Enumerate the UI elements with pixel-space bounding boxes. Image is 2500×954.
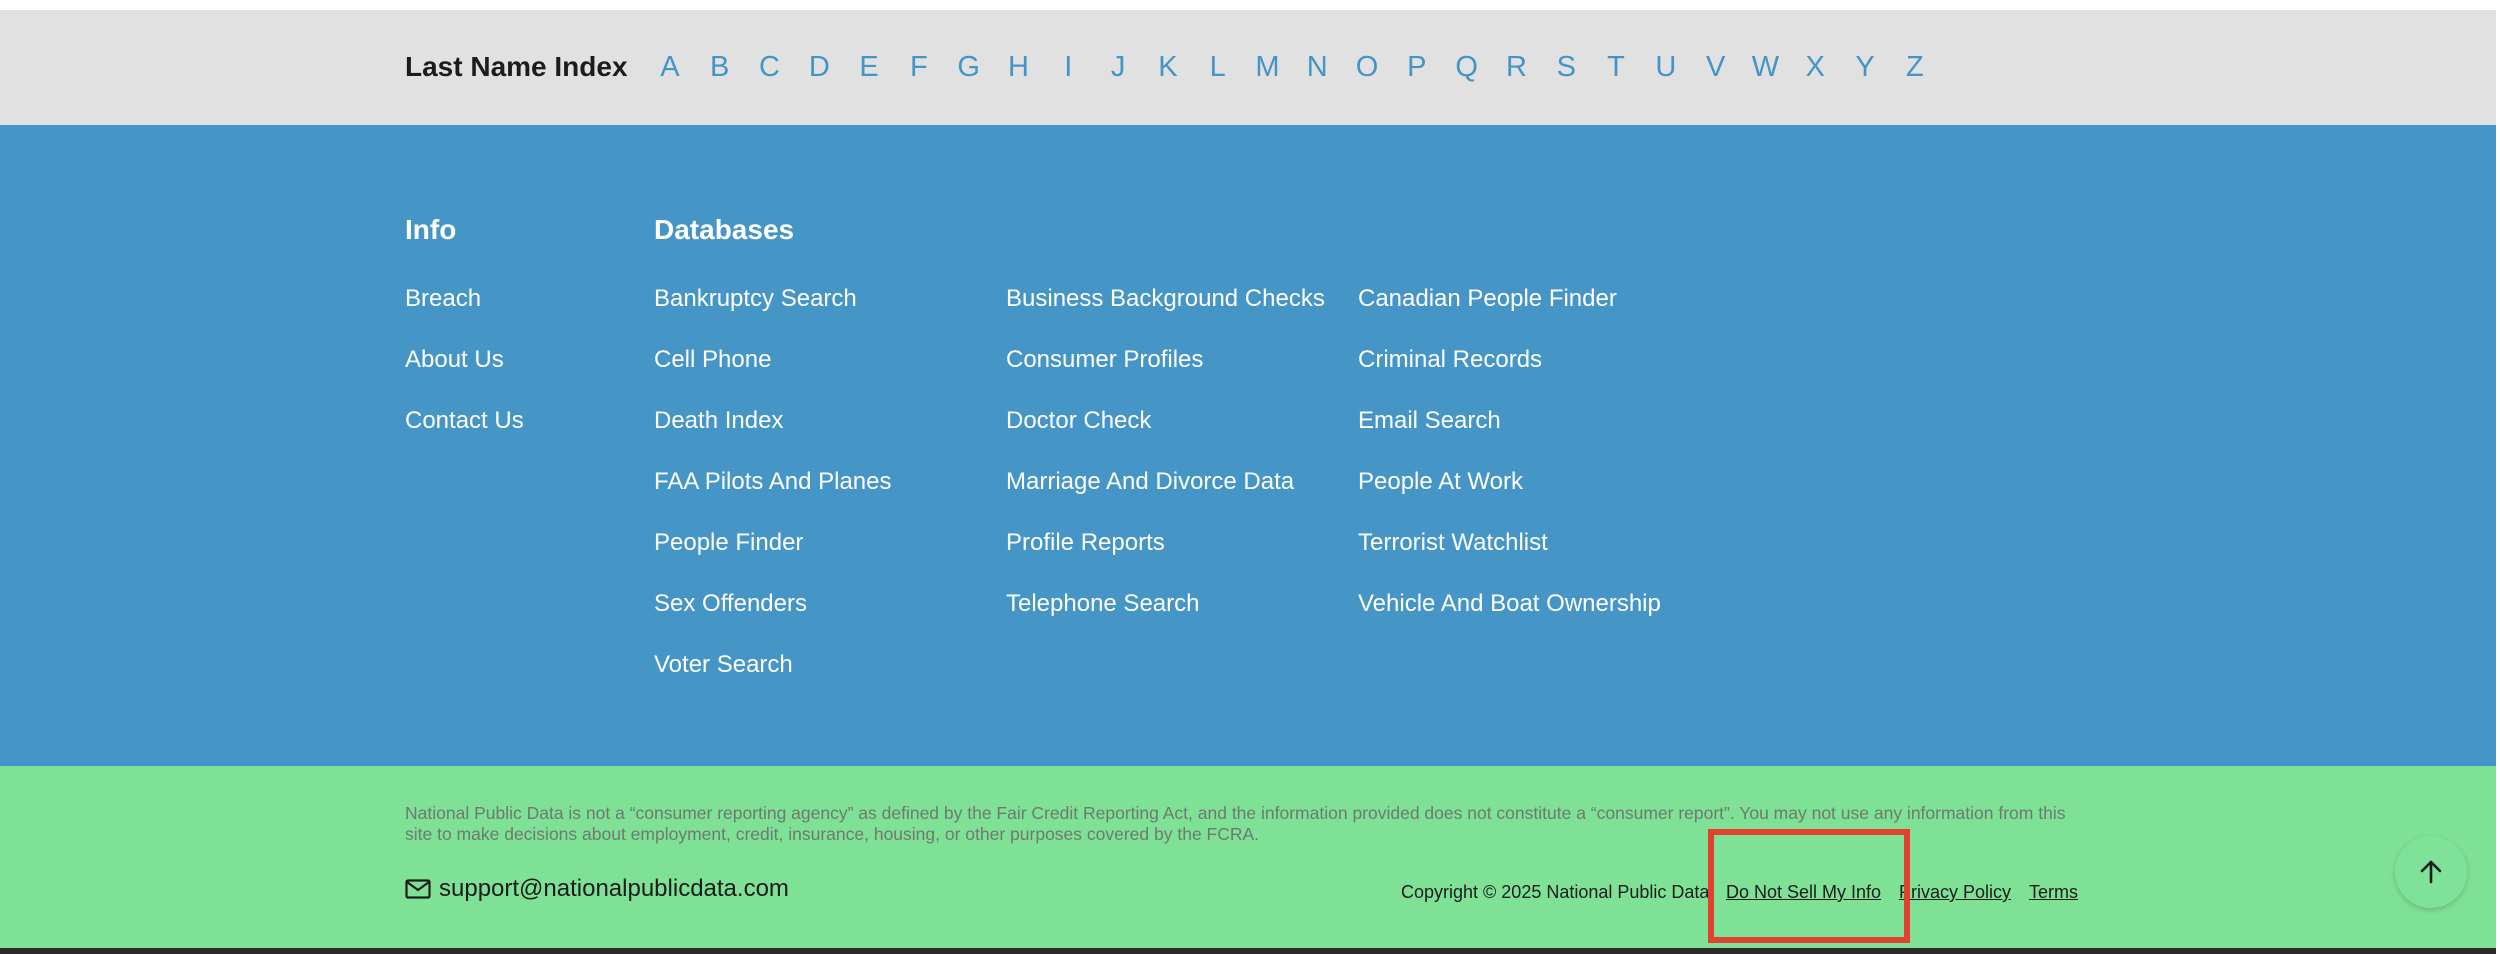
databases-column-1 (654, 284, 891, 711)
database-link-people-finder[interactable]: People Finder (654, 529, 804, 556)
databases-heading: Databases (654, 214, 795, 245)
database-link-business-background-checks[interactable]: Business Background Checks (1006, 285, 1325, 312)
databases-column-3 (1358, 284, 1661, 650)
info-links (405, 284, 524, 467)
databases-column-2 (1006, 284, 1325, 650)
last-name-index-title: Last Name Index (405, 51, 628, 82)
letter-link-l[interactable]: L (1209, 51, 1226, 83)
letter-link-u[interactable]: U (1655, 51, 1677, 83)
letter-link-v[interactable]: V (1705, 51, 1726, 83)
highlight-box (1708, 829, 1910, 943)
letter-link-c[interactable]: C (759, 51, 780, 83)
fcra-disclaimer: National Public Data is not a “consumer reporting agency” as defined by the Fair Credit Reporting Act, and the information provided does not constitute a “consumer report”. You may not use any information from this site to make decisions about employment, credit, insurance, housing, or other purposes covered by the FCRA. (405, 803, 2066, 844)
letter-link-r[interactable]: R (1505, 51, 1527, 83)
database-link-people-at-work[interactable]: People At Work (1358, 468, 1523, 495)
footer-main (0, 125, 2496, 766)
letter-link-i[interactable]: I (1064, 51, 1073, 83)
letter-index (645, 50, 1940, 84)
letter-link-h[interactable]: H (1008, 51, 1029, 83)
letter-link-e[interactable]: E (859, 51, 879, 83)
letter-link-o[interactable]: O (1355, 51, 1379, 83)
database-link-marriage-divorce[interactable]: Marriage And Divorce Data (1006, 468, 1295, 495)
letter-link-g[interactable]: G (957, 51, 980, 83)
letter-link-q[interactable]: Q (1455, 51, 1478, 83)
database-link-cell-phone[interactable]: Cell Phone (654, 346, 772, 373)
copyright-text: Copyright © 2025 National Public Data (1401, 882, 1710, 902)
database-link-profile-reports[interactable]: Profile Reports (1006, 529, 1165, 556)
database-link-vehicle-boat-ownership[interactable]: Vehicle And Boat Ownership (1358, 590, 1661, 617)
database-link-bankruptcy-search[interactable]: Bankruptcy Search (654, 285, 857, 312)
letter-link-a[interactable]: A (660, 51, 680, 83)
right-edge (2496, 0, 2500, 954)
support-email-text[interactable]: support@nationalpublicdata.com (439, 875, 789, 902)
database-link-doctor-check[interactable]: Doctor Check (1006, 407, 1152, 434)
footer-bottom (0, 766, 2496, 954)
letter-link-j[interactable]: J (1110, 51, 1126, 83)
database-link-terrorist-watchlist[interactable]: Terrorist Watchlist (1358, 529, 1548, 556)
arrow-up-icon (2417, 858, 2445, 886)
info-heading: Info (405, 214, 457, 245)
privacy-policy-link[interactable]: Privacy Policy (1899, 882, 2012, 902)
letter-link-t[interactable]: T (1607, 51, 1625, 83)
database-link-sex-offenders[interactable]: Sex Offenders (654, 590, 807, 617)
support-email[interactable] (405, 875, 789, 903)
terms-link[interactable]: Terms (2029, 882, 2078, 902)
database-link-telephone-search[interactable]: Telephone Search (1006, 590, 1200, 617)
info-link-breach[interactable]: Breach (405, 285, 482, 312)
database-link-death-index[interactable]: Death Index (654, 407, 784, 434)
database-link-voter-search[interactable]: Voter Search (654, 651, 793, 678)
database-link-faa-pilots[interactable]: FAA Pilots And Planes (654, 468, 892, 495)
letter-link-d[interactable]: D (808, 51, 830, 83)
database-link-criminal-records[interactable]: Criminal Records (1358, 346, 1543, 373)
database-link-consumer-profiles[interactable]: Consumer Profiles (1006, 346, 1204, 373)
database-link-canadian-people-finder[interactable]: Canadian People Finder (1358, 285, 1617, 312)
letter-link-p[interactable]: P (1407, 51, 1427, 83)
letter-link-s[interactable]: S (1556, 51, 1576, 83)
letter-link-w[interactable]: W (1751, 51, 1780, 83)
database-link-email-search[interactable]: Email Search (1358, 407, 1501, 434)
do-not-sell-link[interactable]: Do Not Sell My Info (1726, 882, 1882, 902)
letter-link-y[interactable]: Y (1855, 51, 1875, 83)
info-link-contact-us[interactable]: Contact Us (405, 407, 524, 434)
letter-link-z[interactable]: Z (1905, 51, 1924, 83)
scroll-to-top-button[interactable] (2395, 836, 2467, 908)
letter-link-x[interactable]: X (1805, 51, 1825, 83)
letter-link-m[interactable]: M (1255, 51, 1280, 83)
letter-link-f[interactable]: F (910, 51, 928, 83)
letter-link-b[interactable]: B (710, 51, 730, 83)
letter-link-n[interactable]: N (1306, 51, 1328, 83)
info-link-about-us[interactable]: About Us (405, 346, 504, 373)
bottom-strip (0, 948, 2496, 954)
last-name-index-bar (0, 10, 2496, 125)
mail-icon (405, 879, 431, 899)
letter-link-k[interactable]: K (1158, 51, 1178, 83)
